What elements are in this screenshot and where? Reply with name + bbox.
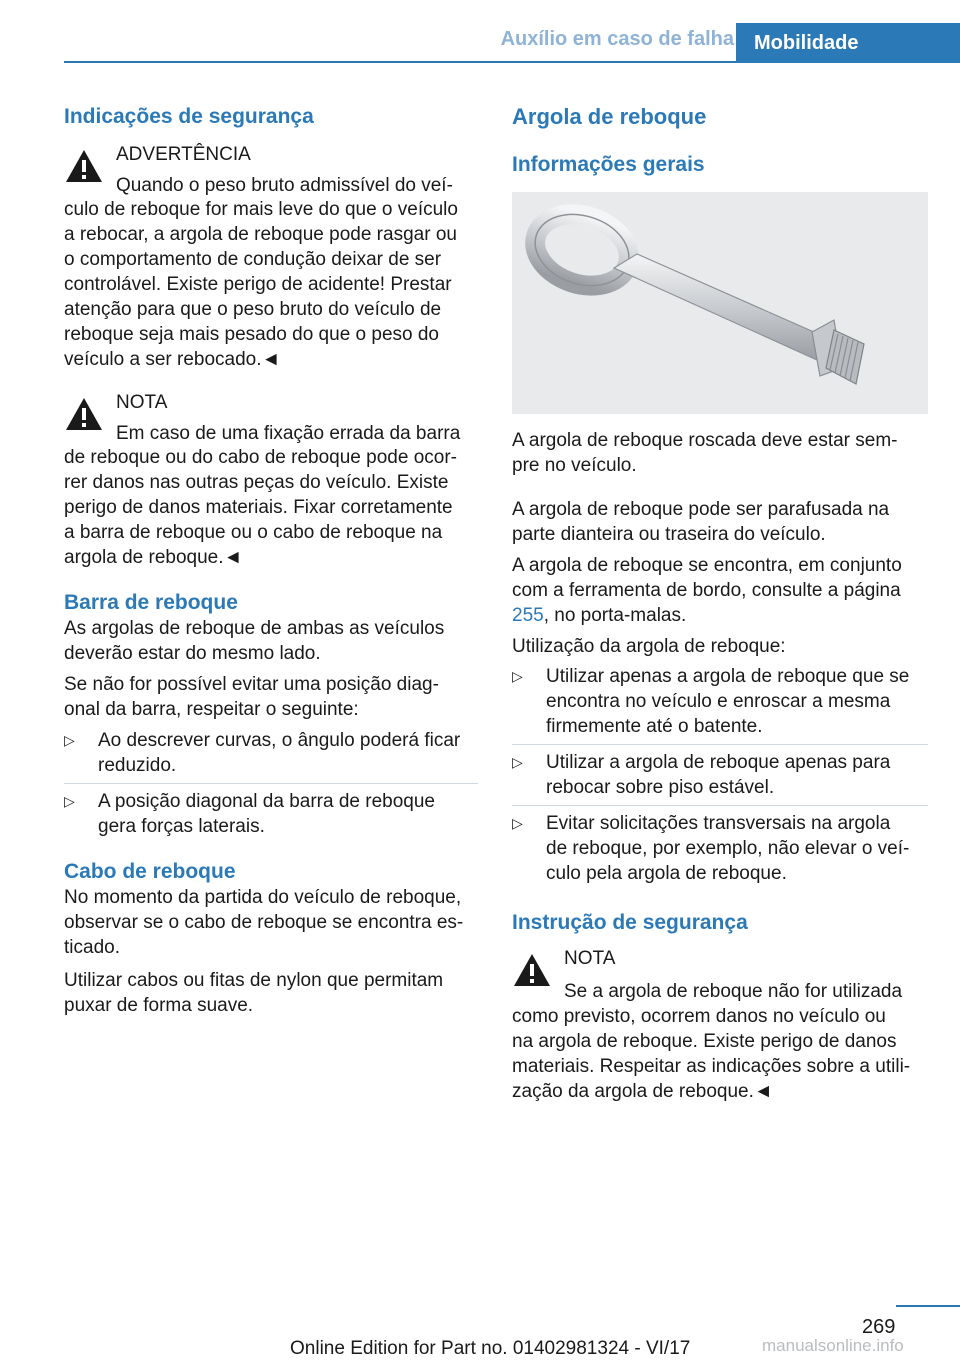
- tow-eye-heading: Argola de reboque: [512, 104, 707, 129]
- header-section-title: Auxílio em caso de falha: [500, 28, 734, 50]
- bar-heading: Barra de reboque: [64, 591, 238, 614]
- warning-text-line: materiais. Respeitar as indicações sobre a utili‐: [512, 1056, 911, 1077]
- cable-paragraph-line: Utilizar cabos ou fitas de nylon que permitam: [64, 970, 444, 991]
- page-number: 269: [862, 1316, 896, 1338]
- list-item-line: Utilizar a argola de reboque apenas para: [546, 752, 891, 773]
- link-tail-text: , no porta-malas.: [543, 605, 687, 626]
- list-item-line: culo pela argola de reboque.: [546, 863, 787, 884]
- tow-eye-illustration: [512, 192, 928, 414]
- triangle-bullet-icon: ▷: [512, 815, 523, 831]
- general-paragraph-line: parte dianteira ou traseira do veículo.: [512, 524, 826, 545]
- bar-paragraph-line: onal da barra, respeitar o seguinte:: [64, 699, 359, 720]
- warning-text-line: o comportamento de condução deixar de ser: [64, 249, 442, 270]
- list-item-line: rebocar sobre piso estável.: [546, 777, 775, 798]
- warning-triangle-icon: [512, 952, 552, 988]
- warning-text-line: de reboque ou do cabo de reboque pode ocor‐: [64, 447, 457, 468]
- warning-text-line: atenção para que o peso bruto do veículo de: [64, 299, 442, 320]
- cable-paragraph-line: No momento da partida do veículo de reboque,: [64, 887, 462, 908]
- left-column: [64, 100, 478, 1018]
- list-item-line: firmemente até o batente.: [546, 716, 763, 737]
- safety-heading: Indicações de segurança: [64, 105, 314, 128]
- list-item-line: Utilizar apenas a argola de reboque que se: [546, 666, 910, 687]
- general-paragraph-line: [512, 603, 928, 628]
- list-item-line: A posição diagonal da barra de reboque: [98, 791, 435, 812]
- triangle-bullet-icon: ▷: [64, 732, 75, 748]
- warning-text-line: culo de reboque for mais leve do que o veículo: [64, 199, 458, 220]
- warning-title: NOTA: [564, 948, 616, 969]
- general-info-heading: Informações gerais: [512, 153, 705, 176]
- bar-list: [64, 728, 478, 839]
- triangle-bullet-icon: ▷: [512, 754, 523, 770]
- list-item-line: encontra no veículo e enroscar a mesma: [546, 691, 891, 712]
- page-link-255[interactable]: 255: [512, 605, 544, 626]
- list-divider: [64, 783, 478, 784]
- warning-text-line: perigo de danos materiais. Fixar corretamente: [64, 497, 453, 518]
- bar-paragraph-line: Se não for possível evitar uma posição diag‐: [64, 674, 439, 695]
- warning-text-line: rer danos nas outras peças do veículo. Existe: [64, 472, 449, 493]
- triangle-bullet-icon: ▷: [512, 668, 523, 684]
- safety-instruction-heading: Instrução de segurança: [512, 911, 748, 934]
- list-item-line: reduzido.: [98, 755, 177, 776]
- watermark-text: manualsonline.info: [762, 1336, 904, 1355]
- warning-text-line: controlável. Existe perigo de acidente! Prestar: [64, 274, 452, 295]
- list-item: [512, 750, 928, 800]
- general-paragraph-line: pre no veículo.: [512, 455, 637, 476]
- list-divider: [512, 744, 928, 745]
- general-paragraph-line: A argola de reboque pode ser parafusada na: [512, 499, 890, 520]
- triangle-bullet-icon: ▷: [64, 793, 75, 809]
- warning-triangle-icon: [64, 396, 104, 432]
- cable-paragraph-line: observar se o cabo de reboque se encontra es‐: [64, 912, 464, 933]
- cable-paragraph-line: puxar de forma suave.: [64, 995, 254, 1016]
- edition-note: Online Edition for Part no. 01402981324 - VI/17: [290, 1338, 691, 1359]
- list-item: [512, 811, 928, 886]
- list-divider: [512, 805, 928, 806]
- warning-block-advertencia: [64, 142, 478, 372]
- warning-text-line: na argola de reboque. Existe perigo de danos: [512, 1031, 897, 1052]
- list-item-line: Ao descrever curvas, o ângulo poderá ficar: [98, 730, 461, 751]
- warning-block-nota: [512, 946, 928, 1104]
- tow-eye-icon: [512, 192, 928, 414]
- usage-list: [512, 664, 928, 886]
- warning-block-nota: [64, 390, 478, 570]
- warning-title: NOTA: [116, 392, 168, 413]
- warning-text-first: Em caso de uma fixação errada da barra: [116, 423, 461, 444]
- warning-text-line: como previsto, ocorrem danos no veículo ou: [512, 1006, 886, 1027]
- general-paragraph-line: A argola de reboque roscada deve estar sem‐: [512, 430, 898, 451]
- general-paragraph-line: com a ferramenta de bordo, consulte a página: [512, 580, 901, 601]
- warning-text-line: reboque seja mais pesado do que o peso do: [64, 324, 439, 345]
- warning-text-line: veículo a ser rebocado.◄: [64, 349, 281, 370]
- warning-triangle-icon: [64, 148, 104, 184]
- cable-paragraph-line: ticado.: [64, 937, 120, 958]
- bar-paragraph-line: deverão estar do mesmo lado.: [64, 643, 321, 664]
- list-item-line: Evitar solicitações transversais na argola: [546, 813, 891, 834]
- list-item: [64, 728, 478, 778]
- footer-rule: [896, 1305, 960, 1307]
- warning-text-first: Se a argola de reboque não for utilizada: [564, 981, 903, 1002]
- warning-text-first: Quando o peso bruto admissível do veí‐: [116, 175, 453, 196]
- list-item: [512, 664, 928, 739]
- right-column: [512, 100, 928, 1104]
- usage-intro: Utilização da argola de reboque:: [512, 636, 786, 657]
- header-rule: [64, 61, 960, 63]
- header-tab-mobilidade: Mobilidade: [736, 23, 960, 63]
- warning-text-line: a rebocar, a argola de reboque pode rasgar ou: [64, 224, 457, 245]
- warning-text-line: zação da argola de reboque.◄: [512, 1081, 773, 1102]
- warning-title: ADVERTÊNCIA: [116, 144, 251, 165]
- general-paragraph-line: A argola de reboque se encontra, em conjunto: [512, 555, 902, 576]
- cable-heading: Cabo de reboque: [64, 860, 236, 883]
- warning-text-line: a barra de reboque ou o cabo de reboque na: [64, 522, 443, 543]
- page-header: [0, 0, 960, 62]
- bar-paragraph-line: As argolas de reboque de ambas as veículos: [64, 618, 445, 639]
- list-item: [64, 789, 478, 839]
- warning-text-line: argola de reboque.◄: [64, 547, 243, 568]
- list-item-line: de reboque, por exemplo, não elevar o veí‐: [546, 838, 910, 859]
- list-item-line: gera forças laterais.: [98, 816, 265, 837]
